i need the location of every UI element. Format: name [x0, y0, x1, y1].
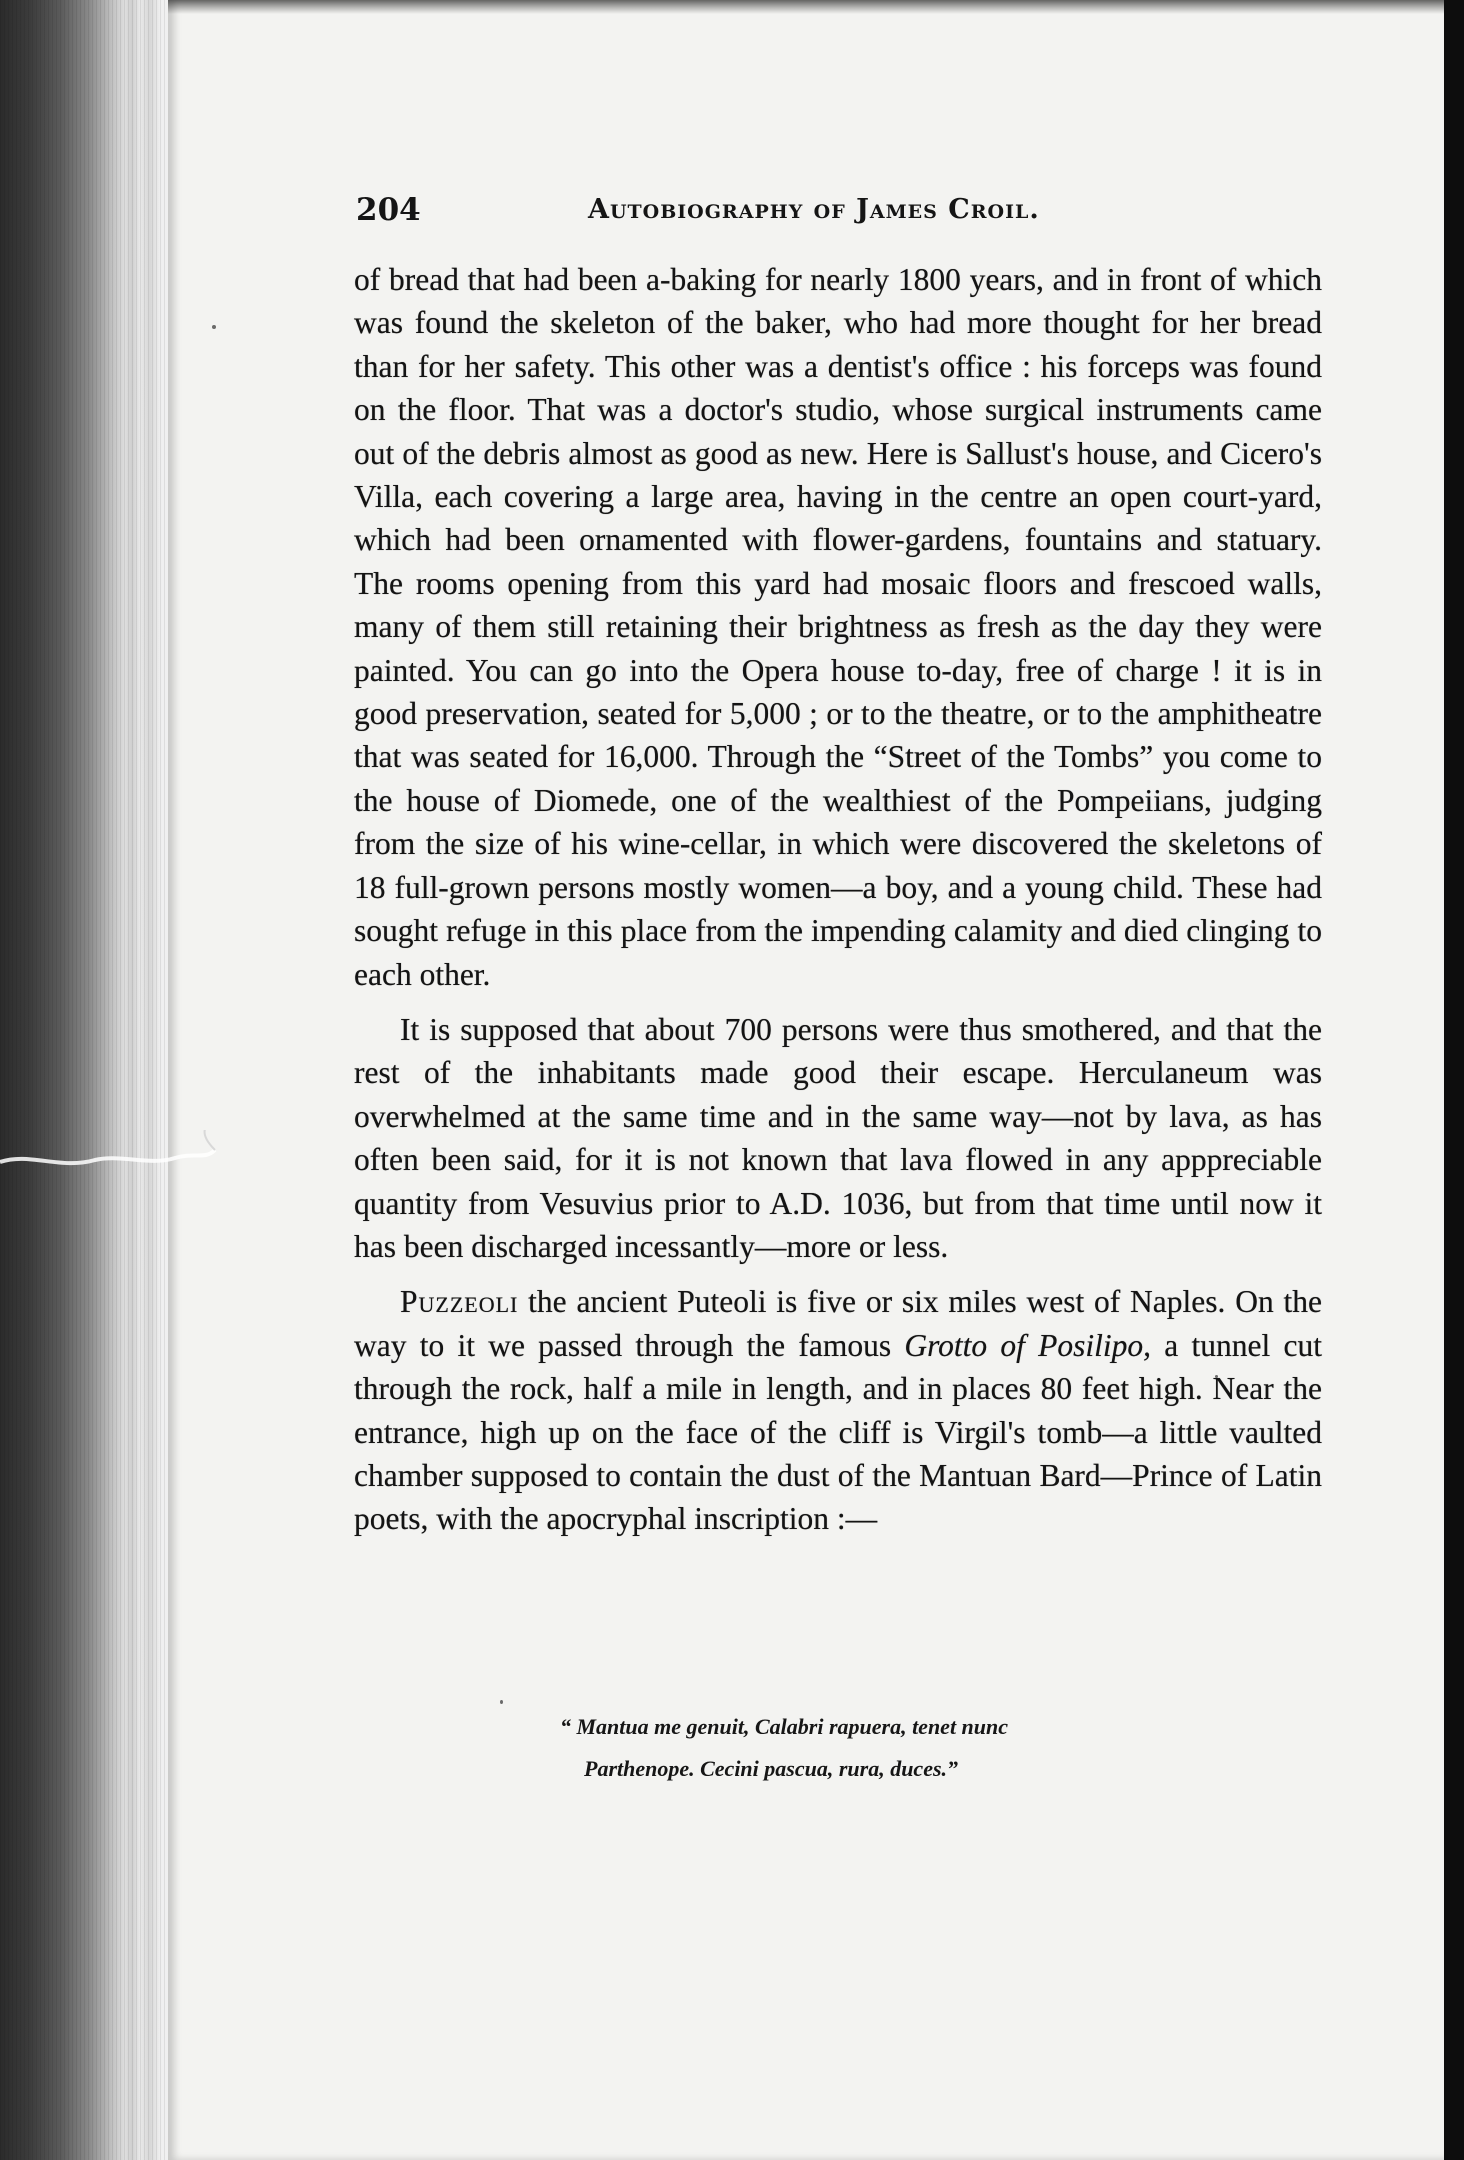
inscription-line-1: “ Mantua me genuit, Calabri rapuera, tenet nunc	[560, 1714, 1009, 1739]
body-text	[354, 258, 1322, 1541]
page-number: 204	[356, 192, 421, 228]
paragraph-3	[354, 1280, 1322, 1540]
dust-speck	[500, 1700, 503, 1704]
paragraph-3-lead-word: Puzzeoli	[400, 1284, 519, 1320]
dust-speck	[212, 325, 216, 329]
inscription-line-2: Parthenope. Cecini pascua, rura, duces.”	[584, 1756, 959, 1781]
paragraph-3-text-a: the ancient Puteoli is five or six miles west of Naples. On the way to it we passed through the famous	[354, 1284, 1322, 1363]
top-edge-shadow	[168, 0, 1444, 14]
book-page-edges	[0, 0, 175, 2160]
page-header	[356, 188, 1356, 238]
paragraph-3-italic: Grotto of Posilipo,	[904, 1327, 1152, 1363]
running-head: Autobiography of James Croil.	[588, 194, 1040, 225]
paragraph-1: of bread that had been a-baking for nearly 1800 years, and in front of which was found the skeleton of the baker, who had more thought for her bread than for her safety. This other was a dentist's office : his forceps was found on the floor. That was a doctor's studio, whose surgical instruments came out of the debris almost as good as new. Here is Sallust's house, and Cicero's Villa, each covering a large area, having in the centre an open court-yard, which had been ornamented with flower-gardens, fountains and statuary. The rooms opening from this yard had mosaic floors and frescoed walls, many of them still retaining their brightness as fresh as the day they were painted. You can go into the Opera house to-day, free of charge ! it is in good preservation, seated for 5,000 ; or to the theatre, or to the amphitheatre that was seated for 16,000. Through the “Street of the Tombs” you come to the house of Diomede, one of the wealthiest of the Pompeiians, judging from the size of his wine-cellar, in which were discovered the skeletons of 18 full-grown persons mostly women—a boy, and a young child. These had sought refuge in this place from the impending calamity and died clinging to each other.	[354, 262, 1322, 992]
paragraph-3-text-b: a tunnel cut through the rock, half a mile in length, and in places 80 feet high. Near the entrance, high up on the face of the cliff is Virgil's tomb—a little vaulted chamber supposed to contain the dust of the Mantuan Bard—Prince of Latin poets, with the apocryphal inscription :—	[354, 1327, 1322, 1537]
latin-inscription	[560, 1706, 1200, 1790]
film-border	[1444, 0, 1464, 2160]
paragraph-2: It is supposed that about 700 persons were thus smothered, and that the rest of the inhabitants made good their escape. Herculaneum was overwhelmed at the same time and in the same way—not by lava, as has often been said, for it is not known that lava flowed in any apppreciable quantity from Vesuvius prior to A.D. 1036, but from that time until now it has been discharged incessantly—more or less.	[354, 1011, 1322, 1264]
paper-tear-mark	[0, 1130, 230, 1190]
